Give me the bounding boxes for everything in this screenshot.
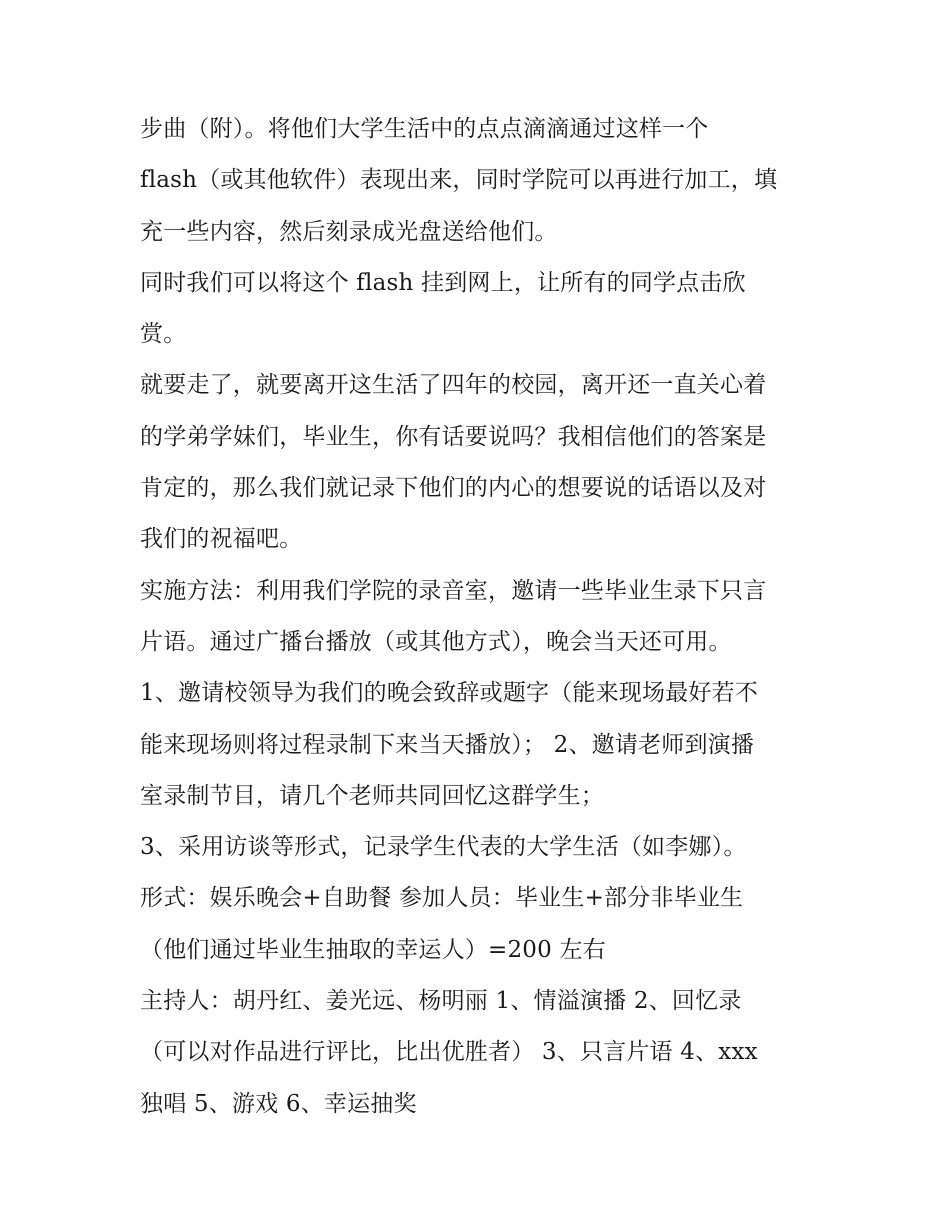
- text-line: 1、邀请校领导为我们的晚会致辞或题字（能来现场最好若不: [140, 680, 759, 707]
- text-line: 独唱 5、游戏 6、幸运抽奖: [140, 1090, 417, 1117]
- text-line: 同时我们可以将这个 flash 挂到网上，让所有的同学点击欣: [140, 269, 746, 296]
- text-line: 赏。: [140, 321, 187, 348]
- text-line: （可以对作品进行评比，比出优胜者） 3、只言片语 4、xxx: [140, 1039, 758, 1066]
- text-line: 的学弟学妹们，毕业生，你有话要说吗？我相信他们的答案是: [140, 423, 767, 450]
- text-line: flash（或其他软件）表现出来，同时学院可以再进行加工，填: [140, 167, 778, 194]
- text-line: 我们的祝福吧。: [140, 526, 303, 553]
- text-line: 肯定的，那么我们就记录下他们的内心的想要说的话语以及对: [140, 475, 767, 502]
- text-line: 实施方法：利用我们学院的录音室，邀请一些毕业生录下只言: [140, 577, 767, 604]
- text-line: 片语。通过广播台播放（或其他方式），晚会当天还可用。: [140, 628, 732, 655]
- text-line: 步曲（附）。将他们大学生活中的点点滴滴通过这样一个: [140, 116, 709, 142]
- text-line: 3、采用访谈等形式，记录学生代表的大学生活（如李娜）。: [140, 834, 747, 861]
- text-line: 能来现场则将过程录制下来当天播放）； 2、邀请老师到演播: [140, 731, 755, 758]
- text-line: 就要走了，就要离开这生活了四年的校园，离开还一直关心着: [140, 372, 767, 399]
- text-line: 室录制节目，请几个老师共同回忆这群学生；: [140, 782, 604, 809]
- text-line: 充一些内容，然后刻录成光盘送给他们。: [140, 218, 558, 245]
- text-line: 主持人：胡丹红、姜光远、杨明丽 1、情溢演播 2、回忆录: [140, 988, 742, 1015]
- document-body: [140, 104, 830, 1130]
- text-line: （他们通过毕业生抽取的幸运人）=200 左右: [140, 936, 606, 963]
- text-line: 形式：娱乐晚会+自助餐 参加人员：毕业生+部分非毕业生: [140, 885, 744, 912]
